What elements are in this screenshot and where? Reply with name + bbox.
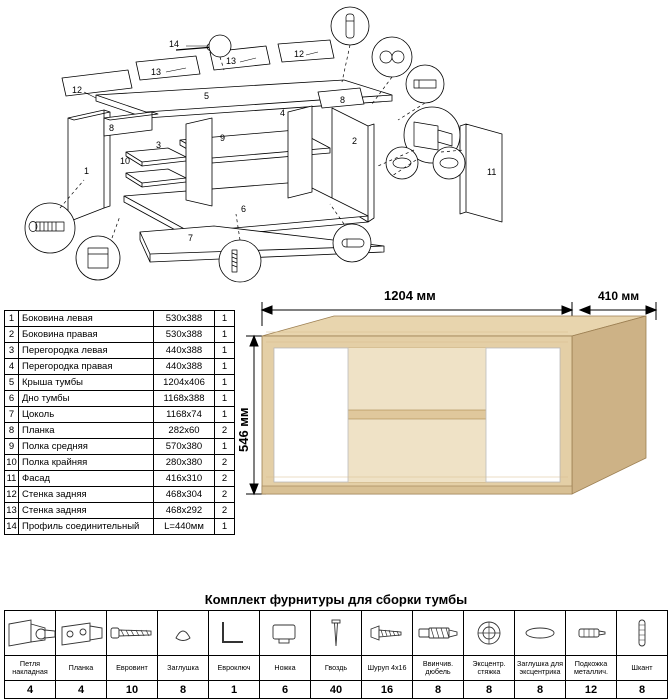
part-size: 1204x406 (154, 375, 215, 391)
screw-4x16-icon (362, 611, 413, 656)
kit-item-count: 8 (413, 681, 464, 699)
part-size: 416x310 (154, 471, 215, 487)
kit-item-name: Планка (56, 656, 107, 681)
part-no: 2 (5, 327, 19, 343)
kit-item-name: Петля накладная (5, 656, 56, 681)
kit-item-count: 40 (311, 681, 362, 699)
kit-item-count: 8 (464, 681, 515, 699)
kit-item-name: Заглушка (158, 656, 209, 681)
part-size: 468x292 (154, 503, 215, 519)
kit-item-name: Заглушка для эксцентрика (515, 656, 566, 681)
kit-item-name: Евроключ (209, 656, 260, 681)
kit-item-count: 8 (617, 681, 668, 699)
part-no: 4 (5, 359, 19, 375)
part-name: Перегородка правая (19, 359, 154, 375)
callout-10: 10 (120, 156, 131, 166)
callout-2: 2 (352, 136, 358, 146)
part-name: Цоколь (19, 407, 154, 423)
screw-in-dowel-icon (413, 611, 464, 656)
callout-12: 12 (72, 85, 83, 95)
callout-8b: 8 (340, 95, 346, 105)
part-qty: 1 (215, 407, 235, 423)
callout-3: 3 (156, 140, 162, 150)
part-no: 5 (5, 375, 19, 391)
part-qty: 1 (215, 439, 235, 455)
part-size: 280x380 (154, 455, 215, 471)
table-row (5, 503, 235, 519)
kit-item-name: Гвоздь (311, 656, 362, 681)
kit-item-name: Евровинт (107, 656, 158, 681)
part-name: Стенка задняя (19, 487, 154, 503)
kit-item-name: Эксцентр. стяжка (464, 656, 515, 681)
part-size: L=440мм (154, 519, 215, 535)
callout-7: 7 (188, 233, 194, 243)
part-qty: 1 (215, 359, 235, 375)
table-row (5, 423, 235, 439)
leg-icon (260, 611, 311, 656)
table-row (5, 311, 235, 327)
part-qty: 1 (215, 391, 235, 407)
kit-item-name: Ввинчив. дюбель (413, 656, 464, 681)
kit-item-count: 8 (158, 681, 209, 699)
part-no: 10 (5, 455, 19, 471)
exploded-assembly-diagram (0, 0, 672, 286)
table-row (5, 455, 235, 471)
table-row (5, 487, 235, 503)
kit-item-name: Шуруп 4x16 (362, 656, 413, 681)
part-qty: 1 (215, 311, 235, 327)
depth-label: 410 мм (598, 289, 640, 303)
part-qty: 2 (215, 471, 235, 487)
table-row (5, 439, 235, 455)
part-size: 1168x74 (154, 407, 215, 423)
callout-11: 11 (487, 167, 497, 177)
part-qty: 2 (215, 455, 235, 471)
callout-8: 8 (109, 123, 115, 133)
callout-1: 1 (84, 166, 90, 176)
part-name: Дно тумбы (19, 391, 154, 407)
plate-icon (56, 611, 107, 656)
part-no: 11 (5, 471, 19, 487)
kit-item-count: 10 (107, 681, 158, 699)
kit-item-count: 4 (5, 681, 56, 699)
euro-key-icon (209, 611, 260, 656)
callout-12b: 12 (294, 49, 305, 59)
euro-screw-icon (107, 611, 158, 656)
table-row (5, 407, 235, 423)
kit-item-count: 12 (566, 681, 617, 699)
part-qty: 1 (215, 343, 235, 359)
table-row (5, 471, 235, 487)
part-no: 6 (5, 391, 19, 407)
part-no: 9 (5, 439, 19, 455)
nail-icon (311, 611, 362, 656)
part-size: 282x60 (154, 423, 215, 439)
part-name: Крыша тумбы (19, 375, 154, 391)
shelf-support-icon (566, 611, 617, 656)
kit-item-name: Ножка (260, 656, 311, 681)
table-row (5, 343, 235, 359)
table-row (5, 375, 235, 391)
kit-item-name: Шкант (617, 656, 668, 681)
callout-4: 4 (280, 108, 286, 118)
cam-lock-icon (464, 611, 515, 656)
part-name: Полка крайняя (19, 455, 154, 471)
part-name: Профиль соединительный (19, 519, 154, 535)
part-size: 1168x388 (154, 391, 215, 407)
callout-9: 9 (220, 133, 226, 143)
hinge-overlay-icon (5, 611, 56, 656)
part-qty: 1 (215, 327, 235, 343)
part-size: 530x388 (154, 327, 215, 343)
kit-item-count: 4 (56, 681, 107, 699)
kit-title: Комплект фурнитуры для сборки тумбы (204, 592, 468, 607)
hardware-kit-table (4, 610, 668, 699)
callout-13: 13 (151, 67, 162, 77)
kit-item-name: Подкожка металлич. (566, 656, 617, 681)
parts-table (4, 310, 235, 535)
part-qty: 1 (215, 519, 235, 535)
part-qty: 2 (215, 487, 235, 503)
part-no: 7 (5, 407, 19, 423)
width-label: 1204 мм (384, 288, 436, 303)
part-name: Планка (19, 423, 154, 439)
callout-13b: 13 (226, 56, 237, 66)
cam-cap-icon (515, 611, 566, 656)
table-row (5, 391, 235, 407)
part-qty: 2 (215, 423, 235, 439)
table-row (5, 519, 235, 535)
part-name: Фасад (19, 471, 154, 487)
table-row (5, 359, 235, 375)
callout-5: 5 (204, 91, 210, 101)
callout-14: 14 (169, 39, 180, 49)
kit-item-count: 1 (209, 681, 260, 699)
part-name: Боковина левая (19, 311, 154, 327)
callout-6: 6 (241, 204, 247, 214)
part-size: 440x388 (154, 343, 215, 359)
dowel-icon (617, 611, 668, 656)
part-no: 12 (5, 487, 19, 503)
table-row (5, 327, 235, 343)
part-size: 468x304 (154, 487, 215, 503)
kit-item-count: 8 (515, 681, 566, 699)
dimensioned-render (236, 282, 672, 532)
cap-icon (158, 611, 209, 656)
part-name: Стенка задняя (19, 503, 154, 519)
part-size: 440x388 (154, 359, 215, 375)
part-name: Перегородка левая (19, 343, 154, 359)
part-size: 570x380 (154, 439, 215, 455)
part-no: 8 (5, 423, 19, 439)
part-qty: 1 (215, 375, 235, 391)
part-no: 3 (5, 343, 19, 359)
part-no: 14 (5, 519, 19, 535)
part-no: 13 (5, 503, 19, 519)
height-label: 546 мм (236, 407, 251, 452)
part-name: Боковина правая (19, 327, 154, 343)
kit-item-count: 16 (362, 681, 413, 699)
part-size: 530x388 (154, 311, 215, 327)
part-no: 1 (5, 311, 19, 327)
part-qty: 2 (215, 503, 235, 519)
part-name: Полка средняя (19, 439, 154, 455)
kit-item-count: 6 (260, 681, 311, 699)
